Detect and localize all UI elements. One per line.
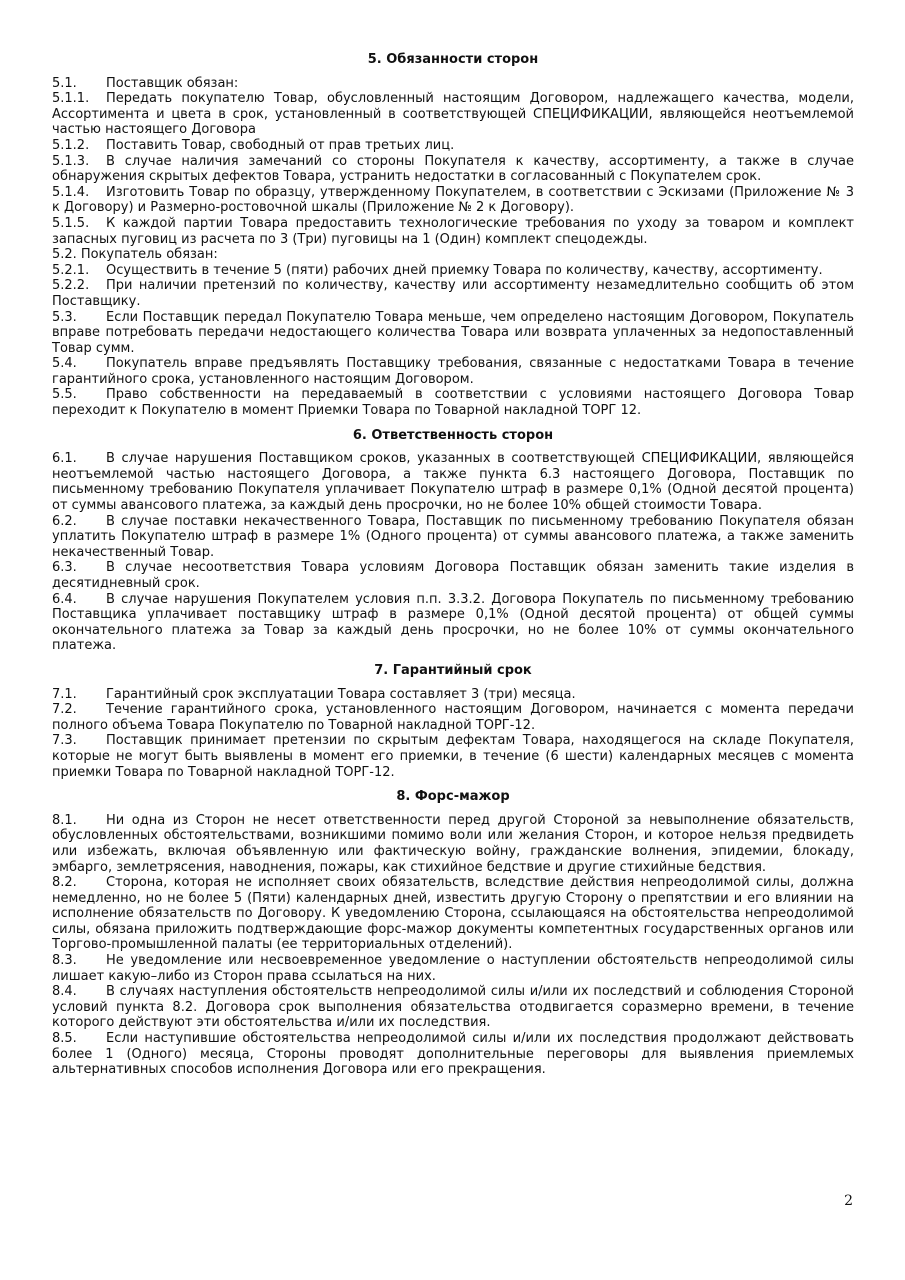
- clause-text: Осуществить в течение 5 (пяти) рабочих дней приемку Товара по количеству, качеству, ассортименту.: [106, 262, 823, 278]
- clause-number: 8.2.: [52, 875, 77, 891]
- clause: [52, 247, 854, 263]
- clause-number: 6.1.: [52, 451, 77, 467]
- clause-text: В случае нарушения Поставщиком сроков, указанных в соответствующей СПЕЦИФИКАЦИИ, являющейся неотъемлемой частью настоящего Договора, а также пункта 6.3 настоящего Договора, Поставщик по письменному требованию Покупателя уплачивает Покупателю штраф в размере 0,1% (Одной десятой процента) от суммы авансового платежа, за каждый день просрочки, но не более 10% общей стоимости Товара.: [52, 451, 854, 514]
- section-3: [52, 663, 854, 780]
- page-number: 2: [844, 1193, 853, 1209]
- clause: [52, 984, 854, 1031]
- clause-number: 6.3.: [52, 560, 77, 576]
- clause-number: 7.1.: [52, 686, 77, 702]
- clause-text: К каждой партии Товара предоставить технологические требования по уходу за товаром и комплект запасных пуговиц из расчета по 3 (Три) пуговицы на 1 (Один) комплект спецодежды.: [52, 215, 854, 247]
- clause: [52, 953, 854, 984]
- clause-text: Ни одна из Сторон не несет ответственности перед другой Стороной за невыполнение обязательств, обусловленных обстоятельствами, возникшими помимо воли или желания Сторон, и которое нельзя предвидеть или избежать, включая объявленную или фактическую войну, гражданские волнения, эпидемии, блокаду, эмбарго, землетрясения, наводнения, пожары, как стихийное бедствие и другие стихийные бедствия.: [52, 812, 854, 875]
- clause-number: 5.2.2.: [52, 278, 90, 294]
- clause-text: Право собственности на передаваемый в соответствии с условиями настоящего Договора Товар переходит к Покупателю в момент Приемки Товара по Товарной накладной ТОРГ 12.: [52, 387, 854, 419]
- clause: [52, 310, 854, 357]
- clause-number: 8.3.: [52, 953, 77, 969]
- clause-number: 8.4.: [52, 984, 77, 1000]
- clause: [52, 875, 854, 953]
- clause-text: Если Поставщик передал Покупателю Товара меньше, чем определено настоящим Договором, Покупатель вправе потребовать передачи недостающего количества Товара или возврата уплаченных за недопоставленный Товар сумм.: [52, 309, 854, 356]
- clause-number: 5.2.: [52, 247, 77, 263]
- clause: [52, 451, 854, 513]
- section-title: 8. Форс-мажор: [396, 789, 510, 805]
- clause-number: 5.3.: [52, 309, 77, 325]
- clause: [52, 278, 854, 309]
- clause: [52, 387, 854, 418]
- clause-text: Если наступившие обстоятельства непреодолимой силы и/или их последствия продолжают действовать более 1 (Одного) месяца, Стороны проводят дополнительные переговоры для выявления приемлемых альтернативных способов исполнения Договора или его прекращения.: [52, 1031, 854, 1078]
- clause-text: Поставить Товар, свободный от прав третьих лиц.: [106, 137, 455, 153]
- clause-number: 7.3.: [52, 733, 77, 749]
- clause-text: В случае несоответствия Товара условиям Договора Поставщик обязан заменить такие изделия в десятидневный срок.: [52, 560, 854, 591]
- clause-number: 6.2.: [52, 513, 77, 529]
- clause-text: Покупатель вправе предъявлять Поставщику требования, связанные с недостатками Товара в течение гарантийного срока, установленного настоящим Договором.: [52, 356, 854, 387]
- clause-number: 5.1.2.: [52, 137, 90, 153]
- clause-text: В случае поставки некачественного Товара, Поставщик по письменному требованию Покупателя обязан уплатить Покупателю штраф в размере 1% (Одного процента) от суммы авансового платежа, а также заменить некачественный Товар.: [52, 513, 854, 560]
- clause: [52, 514, 854, 561]
- section-1: [52, 52, 854, 419]
- clause-text: В случаях наступления обстоятельств непреодолимой силы и/или их последствий и соблюдения Стороной условий пункта 8.2. Договора срок выполнения обязательства отодвигается соразмерно времени, в течение которого действуют эти обстоятельства и/или их последствия.: [52, 984, 854, 1031]
- clause-text: Изготовить Товар по образцу, утвержденному Покупателем, в соответствии с Эскизами (Приложение № 3 к Договору) и Размерно-ростовочной шкалы (Приложение № 2 к Договору).: [52, 184, 854, 216]
- clause-text: Не уведомление или несвоевременное уведомление о наступлении обстоятельств непреодолимой силы лишает какую–либо из Сторон права ссылаться на них.: [52, 953, 854, 984]
- clause-number: 8.5.: [52, 1031, 77, 1047]
- clause-text: Сторона, которая не исполняет своих обязательств, вследствие действия непреодолимой силы, должна немедленно, но не более 5 (Пяти) календарных дней, известить другую Сторону о препятствии и его влиянии на исполнение обязательств по Договору. К уведомлению Сторона, ссылающаяся на обстоятельства непреодолимой силы, обязана приложить подтверждающие форс-мажор документы компетентных государственных органов или Торгово-промышленной палаты (ее территориальных отделений).: [52, 875, 854, 953]
- clause-number: 5.1.4.: [52, 184, 90, 200]
- clause-number: 5.1.5.: [52, 215, 90, 231]
- clause-number: 5.1.: [52, 75, 77, 91]
- clause-number: 5.4.: [52, 356, 77, 372]
- section-title: 6. Ответственность сторон: [352, 427, 554, 443]
- section-title: 7. Гарантийный срок: [374, 662, 532, 678]
- section-title: 5. Обязанности сторон: [367, 52, 539, 67]
- section-4: [52, 789, 854, 1078]
- clause: [52, 76, 854, 92]
- clause-text: Гарантийный срок эксплуатации Товара составляет 3 (три) месяца.: [106, 686, 576, 702]
- clause: [52, 1031, 854, 1078]
- clause-number: 5.2.1.: [52, 262, 90, 278]
- clause-text: Передать покупателю Товар, обусловленный настоящим Договором, надлежащего качества, модели, Ассортимента и цвета в срок, установленный в соответствующей СПЕЦИФИКАЦИИ, являющейся неотъемлемой частью настоящего Договора: [52, 91, 854, 138]
- clause: [52, 154, 854, 185]
- clause: [52, 356, 854, 387]
- clause: [52, 185, 854, 216]
- clause-number: 5.1.1.: [52, 91, 90, 107]
- clause-text: При наличии претензий по количеству, качеству или ассортименту незамедлительно сообщить об этом Поставщику.: [52, 278, 854, 309]
- clause-number: 7.2.: [52, 702, 77, 718]
- document-body: [52, 52, 854, 1087]
- clause: [52, 560, 854, 591]
- clause-text: Течение гарантийного срока, установленного настоящим Договором, начинается с момента передачи полного объема Товара Покупателю по Товарной накладной ТОРГ-12.: [52, 702, 854, 733]
- clause-number: 8.1.: [52, 812, 77, 828]
- clause: [52, 91, 854, 138]
- section-2: [52, 428, 854, 654]
- clause-number: 5.1.3.: [52, 153, 90, 169]
- clause-text: Поставщик обязан:: [106, 75, 239, 91]
- clause: [52, 733, 854, 780]
- clause-text: В случае нарушения Покупателем условия п.п. 3.3.2. Договора Покупатель по письменному требованию Поставщика уплачивает поставщику штраф в размере 0,1% (Одной десятой процента) от общей суммы окончательного платежа за Товар за каждый день просрочки, но не более 10% от суммы окончательного платежа.: [52, 591, 854, 654]
- clause-text: В случае наличия замечаний со стороны Покупателя к качеству, ассортименту, а также в случае обнаружения скрытых дефектов Товара, устранить недостатки в согласованный с Покупателем срок.: [52, 153, 854, 185]
- clause-number: 6.4.: [52, 591, 77, 607]
- clause-text: Поставщик принимает претензии по скрытым дефектам Товара, находящегося на складе Покупателя, которые не могут быть выявлены в момент его приемки, в течение (6 шести) календарных месяцев с момента приемки Товара по Товарной накладной ТОРГ-12.: [52, 733, 854, 780]
- clause-number: 5.5.: [52, 387, 77, 403]
- clause: [52, 263, 854, 279]
- clause: [52, 138, 854, 154]
- clause: [52, 216, 854, 247]
- clause: [52, 702, 854, 733]
- clause: [52, 813, 854, 875]
- clause: [52, 592, 854, 654]
- clause-text: Покупатель обязан:: [80, 247, 218, 263]
- clause: [52, 687, 854, 703]
